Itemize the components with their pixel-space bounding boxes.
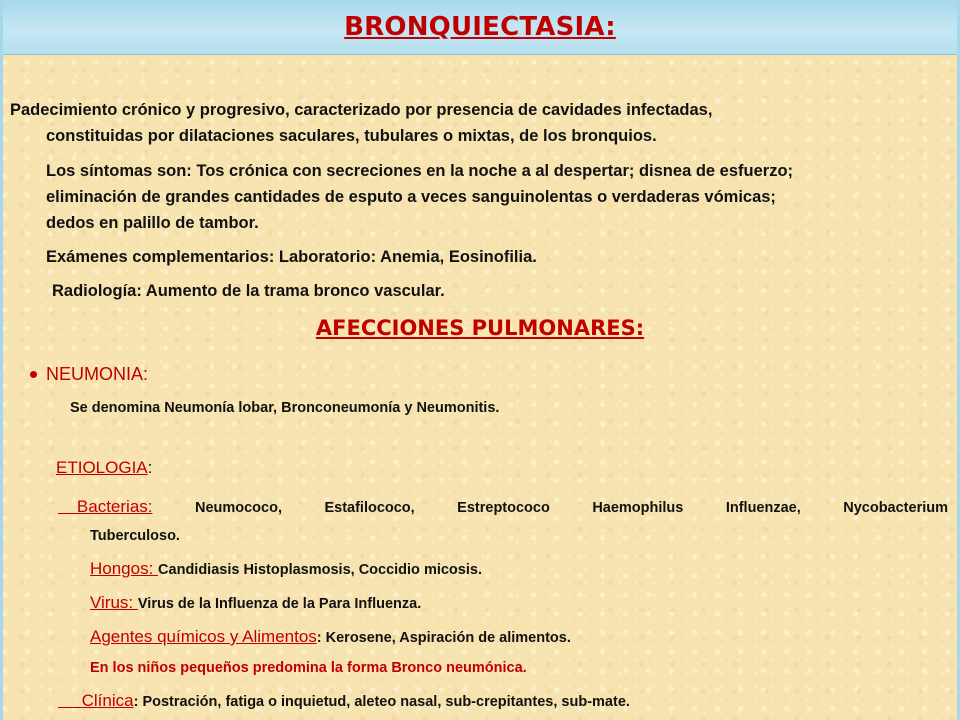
section-subtitle: AFECCIONES PULMONARES: [315,316,645,340]
symptoms-line-2: eliminación de grandes cantidades de esputo a veces sanguinolentas o verdaderas vómicas; [46,188,776,206]
bacteria-word: Neumococo, [194,500,282,516]
ninos-note: En los niños pequeños predomina la forma Bronco neumónica. [90,660,527,676]
bacteria-word: Estafilococo, [324,500,415,516]
agentes-label: Agentes químicos y Alimentos [90,627,317,646]
virus-text: Virus de la Influenza de la Para Influenza. [137,596,422,612]
clinica-text: : Postración, fatiga o inquietud, aleteo nasal, sub-crepitantes, sub-mate. [133,694,630,710]
symptoms-line-1: Los síntomas son: Tos crónica con secreciones en la noche a al despertar; disnea de esfuerzo; [46,162,794,180]
etiologia-heading [56,456,152,480]
clinica-line [58,689,630,714]
etiologia-colon: : [147,458,153,477]
intro-line-2: constituidas por dilataciones saculares, tubulares o mixtas, de los bronquios. [46,127,657,145]
bacteria-word: Haemophilus [592,500,684,516]
clinica-label: Clínica [81,691,134,710]
neumonia-description: Se denomina Neumonía lobar, Bronconeumonía y Neumonitis. [70,400,500,416]
bullet-icon [30,371,37,378]
neumonia-heading: NEUMONIA: [46,364,149,384]
bacterias-label: Bacterias: [76,497,153,516]
left-border [0,0,3,720]
exams-line: Exámenes complementarios: Laboratorio: Anemia, Eosinofilia. [46,248,537,266]
etiologia-label: ETIOLOGIA [56,458,148,477]
hongos-text: Candidiasis Histoplasmosis, Coccidio micosis. [158,562,482,578]
bacterias-line [58,497,948,517]
bacterias-continuation: Tuberculoso. [90,528,180,544]
bacteria-word: Influenzae, [725,500,801,516]
intro-line-1: Padecimiento crónico y progresivo, caracterizado por presencia de cavidades infectadas, [10,101,713,119]
hongos-line [90,557,482,582]
bacteria-word: Estreptococo [457,500,550,516]
hongos-label: Hongos: [90,559,159,578]
agentes-text: : Kerosene, Aspiración de alimentos. [316,630,571,646]
virus-label: Virus: [90,593,138,612]
agentes-line [90,625,571,650]
symptoms-line-3: dedos en palillo de tambor. [46,214,259,232]
virus-line [90,591,421,616]
radiology-line: Radiología: Aumento de la trama bronco vascular. [52,282,445,300]
bacteria-word: Nycobacterium [843,500,948,516]
page-title: BRONQUIECTASIA: [344,12,616,42]
